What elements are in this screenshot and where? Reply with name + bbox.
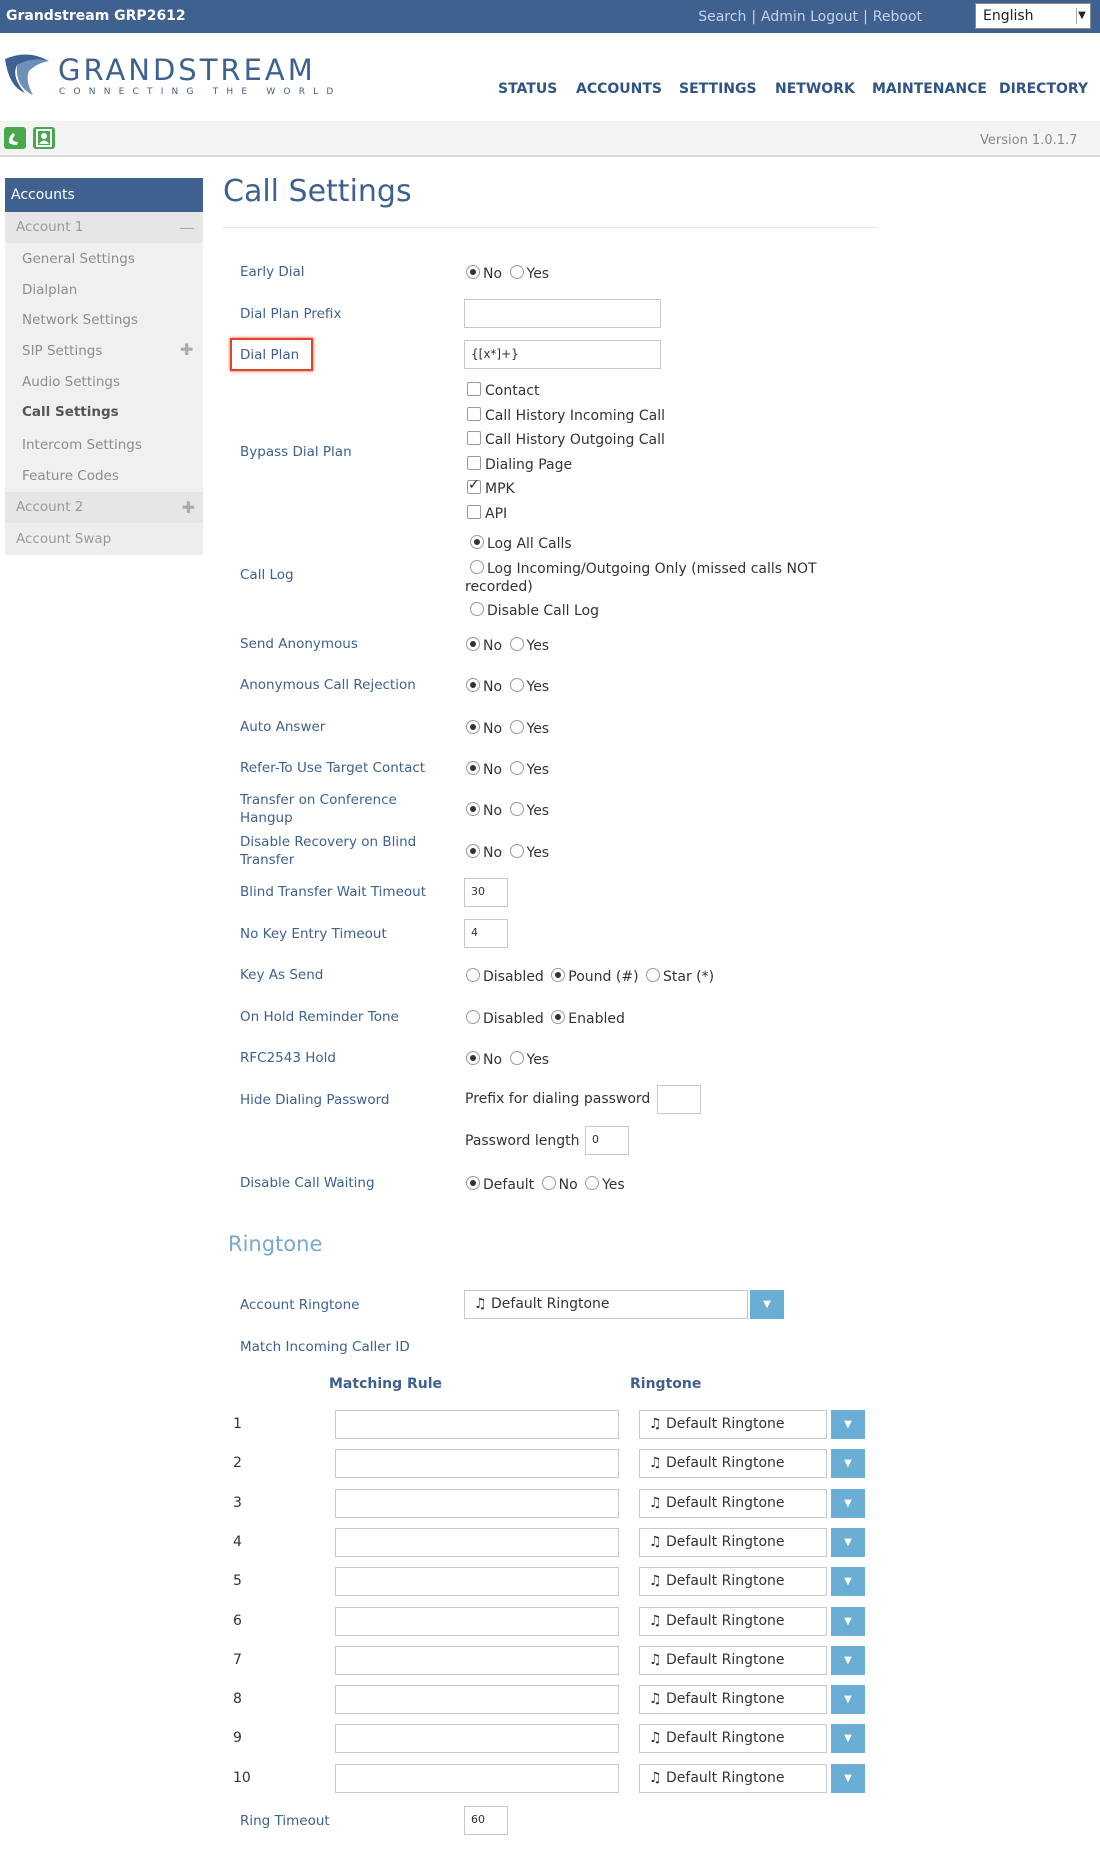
bypass-history-incoming xyxy=(462,407,665,424)
key-as-send-disabled-radio[interactable] xyxy=(466,968,480,982)
bypass-history-incoming-label: Call History Incoming Call xyxy=(485,408,665,424)
disable-call-waiting-label: Disable Call Waiting xyxy=(240,1175,375,1191)
music-note-icon: ♫ xyxy=(649,1652,667,1668)
auto-answer-no-label: No xyxy=(483,721,503,737)
sidebar-account-1[interactable] xyxy=(5,212,203,243)
hide-dialing-password-label: Hide Dialing Password xyxy=(240,1092,390,1108)
chevron-down-icon: ▼ xyxy=(844,1655,852,1666)
sidebar-item-call-settings[interactable]: Call Settings xyxy=(22,404,119,420)
early-dial-yes-radio[interactable] xyxy=(510,265,524,279)
anon-rejection-yes-label: Yes xyxy=(526,679,550,695)
brand-tagline: CONNECTING THE WORLD xyxy=(59,87,342,97)
chevron-down-icon: ▼ xyxy=(844,1498,852,1509)
matching-rule-input[interactable] xyxy=(335,1528,619,1557)
music-note-icon: ♫ xyxy=(649,1613,667,1629)
disable-recovery-options xyxy=(463,844,549,861)
bypass-dialing-page-label: Dialing Page xyxy=(485,457,573,473)
row-number: 2 xyxy=(233,1455,242,1471)
transfer-conf-yes-label: Yes xyxy=(526,803,550,819)
sidebar-item-network-settings[interactable]: Network Settings xyxy=(22,312,139,328)
dial-plan-input[interactable]: {[x*]+} xyxy=(464,340,661,369)
music-note-icon: ♫ xyxy=(649,1691,667,1707)
refer-to-yes-label: Yes xyxy=(526,762,550,778)
blind-transfer-wait-input[interactable]: 30 xyxy=(464,878,508,907)
call-waiting-yes-radio[interactable] xyxy=(585,1176,599,1190)
call-log-disable xyxy=(467,602,599,619)
dial-plan-label: Dial Plan xyxy=(240,347,300,363)
nav-maintenance[interactable]: MAINTENANCE xyxy=(872,81,987,97)
anon-rejection-label: Anonymous Call Rejection xyxy=(240,677,416,693)
ringtone-select[interactable] xyxy=(639,1528,827,1557)
ringtone-dropdown-button[interactable] xyxy=(831,1764,865,1793)
early-dial-no-radio[interactable] xyxy=(466,265,480,279)
bypass-api xyxy=(462,505,507,522)
minus-icon[interactable]: — xyxy=(179,218,195,237)
row-number: 5 xyxy=(233,1573,242,1589)
chevron-down-icon: ▼ xyxy=(844,1616,852,1627)
early-dial-yes-label: Yes xyxy=(526,266,550,282)
bypass-history-incoming-checkbox[interactable] xyxy=(467,407,481,421)
language-value: English xyxy=(983,8,1034,24)
matching-rule-input[interactable] xyxy=(335,1764,619,1793)
ringtone-select[interactable] xyxy=(639,1607,827,1636)
row-number: 7 xyxy=(233,1652,242,1668)
key-as-send-star-label: Star (*) xyxy=(662,969,715,985)
transfer-conf-yes-radio[interactable] xyxy=(510,802,524,816)
bypass-mpk-checkbox[interactable] xyxy=(467,480,481,494)
send-anonymous-options xyxy=(463,637,549,654)
sidebar-item-intercom-settings[interactable]: Intercom Settings xyxy=(22,437,142,453)
music-note-icon: ♫ xyxy=(649,1730,667,1746)
refer-to-yes-radio[interactable] xyxy=(510,761,524,775)
auto-answer-options xyxy=(463,720,549,737)
ringtone-header: Ringtone xyxy=(630,1376,702,1392)
row-number: 1 xyxy=(233,1416,242,1432)
call-log-inout xyxy=(467,560,817,577)
ringtone-value: Default Ringtone xyxy=(666,1770,785,1786)
ring-timeout-input[interactable]: 60 xyxy=(464,1806,508,1835)
ringtone-select[interactable] xyxy=(639,1489,827,1518)
chevron-down-icon: ▼ xyxy=(844,1733,852,1744)
ringtone-dropdown-button[interactable] xyxy=(831,1528,865,1557)
no-key-entry-label: No Key Entry Timeout xyxy=(240,926,387,942)
transfer-conf-options xyxy=(463,802,549,819)
ringtone-dropdown-button[interactable] xyxy=(831,1724,865,1753)
auto-answer-yes-label: Yes xyxy=(526,721,550,737)
rfc2543-no-radio[interactable] xyxy=(466,1051,480,1065)
account-swap-label: Account Swap xyxy=(16,531,112,547)
account-1-label: Account 1 xyxy=(16,219,84,235)
send-anonymous-no-label: No xyxy=(483,638,503,654)
ringtone-dropdown-button[interactable] xyxy=(831,1489,865,1518)
call-waiting-no-radio[interactable] xyxy=(542,1176,556,1190)
bypass-contact xyxy=(462,382,539,399)
early-dial-options xyxy=(463,265,549,282)
plus-icon[interactable]: ✚ xyxy=(180,340,194,359)
ringtone-value: Default Ringtone xyxy=(666,1573,785,1589)
rfc2543-yes-radio[interactable] xyxy=(510,1051,524,1065)
call-log-inout-cont: recorded) xyxy=(465,579,533,595)
chevron-down-icon: ▼ xyxy=(844,1576,852,1587)
match-incoming-caller-id-label: Match Incoming Caller ID xyxy=(240,1339,410,1355)
chevron-down-icon: ▼ xyxy=(844,1458,852,1469)
key-as-send-pound-label: Pound (#) xyxy=(568,969,639,985)
nav-directory[interactable]: DIRECTORY xyxy=(999,81,1089,97)
rfc2543-no-label: No xyxy=(483,1052,503,1068)
row-number: 9 xyxy=(233,1730,242,1746)
ringtone-value: Default Ringtone xyxy=(666,1534,785,1550)
chevron-down-icon: ▼ xyxy=(1076,8,1087,24)
row-number: 8 xyxy=(233,1691,242,1707)
prefix-dialing-password-label: Prefix for dialing password xyxy=(465,1091,651,1107)
bypass-history-outgoing-label: Call History Outgoing Call xyxy=(485,432,665,448)
call-log-inout-radio[interactable] xyxy=(470,560,484,574)
music-note-icon: ♫ xyxy=(649,1770,667,1786)
matching-rule-input[interactable] xyxy=(335,1724,619,1753)
ringtone-select[interactable] xyxy=(639,1410,827,1439)
transfer-conf-no-radio[interactable] xyxy=(466,802,480,816)
anon-rejection-no-label: No xyxy=(483,679,503,695)
chevron-down-icon: ▼ xyxy=(844,1773,852,1784)
prefix-dialing-password-input[interactable] xyxy=(657,1085,701,1114)
key-as-send-star-radio[interactable] xyxy=(646,968,660,982)
send-anonymous-no-radio[interactable] xyxy=(466,637,480,651)
music-note-icon: ♫ xyxy=(649,1573,667,1589)
dial-plan-prefix-input[interactable] xyxy=(464,299,661,328)
sidebar-item-general-settings[interactable]: General Settings xyxy=(22,251,135,267)
rfc2543-yes-label: Yes xyxy=(526,1052,550,1068)
blind-transfer-wait-label: Blind Transfer Wait Timeout xyxy=(240,884,426,900)
plus-icon[interactable]: ✚ xyxy=(181,498,195,517)
ringtone-value: Default Ringtone xyxy=(666,1691,785,1707)
refer-to-no-label: No xyxy=(483,762,503,778)
ringtone-dropdown-button[interactable] xyxy=(831,1646,865,1675)
matching-rule-input[interactable] xyxy=(335,1567,619,1596)
disable-recovery-label-line2: Transfer xyxy=(240,852,295,868)
bypass-history-outgoing xyxy=(462,431,665,448)
no-key-entry-input[interactable]: 4 xyxy=(464,919,508,948)
sidebar-item-sip-settings[interactable]: SIP Settings xyxy=(22,343,103,359)
ringtone-dropdown-button[interactable] xyxy=(831,1607,865,1636)
key-as-send-pound-radio[interactable] xyxy=(551,968,565,982)
ringtone-select[interactable] xyxy=(639,1646,827,1675)
call-log-all-radio[interactable] xyxy=(470,535,484,549)
auto-answer-yes-radio[interactable] xyxy=(510,720,524,734)
transfer-conf-label-line2: Hangup xyxy=(240,810,293,826)
contacts-icon[interactable] xyxy=(33,127,55,149)
ringtone-select[interactable] xyxy=(639,1685,827,1714)
reboot-link[interactable]: Reboot xyxy=(872,9,922,25)
call-log-disable-radio[interactable] xyxy=(470,602,484,616)
title-divider xyxy=(223,227,878,228)
on-hold-enabled-label: Enabled xyxy=(568,1011,625,1027)
music-note-icon: ♫ xyxy=(649,1534,667,1550)
page-title: Call Settings xyxy=(223,174,412,209)
nav-settings[interactable]: SETTINGS xyxy=(679,81,757,97)
call-waiting-default-label: Default xyxy=(483,1177,535,1193)
ringtone-dropdown-button[interactable] xyxy=(831,1567,865,1596)
disable-recovery-no-label: No xyxy=(483,845,503,861)
sidebar-item-feature-codes[interactable]: Feature Codes xyxy=(22,468,119,484)
dial-plan-prefix-label: Dial Plan Prefix xyxy=(240,306,342,322)
rfc2543-hold-options xyxy=(463,1051,549,1068)
firmware-version: Version 1.0.1.7 xyxy=(980,133,1078,148)
on-hold-reminder-label: On Hold Reminder Tone xyxy=(240,1009,399,1025)
auto-answer-no-radio[interactable] xyxy=(466,720,480,734)
send-anonymous-label: Send Anonymous xyxy=(240,636,358,652)
nav-status[interactable]: STATUS xyxy=(498,81,558,97)
chevron-down-icon: ▼ xyxy=(763,1299,771,1310)
on-hold-reminder-options xyxy=(463,1010,625,1027)
bypass-contact-checkbox[interactable] xyxy=(467,382,481,396)
account-ringtone-label: Account Ringtone xyxy=(240,1297,360,1313)
ringtone-select[interactable] xyxy=(639,1567,827,1596)
row-number: 3 xyxy=(233,1495,242,1511)
search-link[interactable]: Search xyxy=(698,9,747,25)
sidebar-item-dialplan[interactable]: Dialplan xyxy=(22,282,78,298)
key-as-send-label: Key As Send xyxy=(240,967,324,983)
matching-rule-header: Matching Rule xyxy=(329,1376,443,1392)
bypass-api-checkbox[interactable] xyxy=(467,505,481,519)
row-number: 4 xyxy=(233,1534,242,1550)
matching-rule-input[interactable] xyxy=(335,1685,619,1714)
ringtone-select[interactable] xyxy=(639,1724,827,1753)
chevron-down-icon: ▼ xyxy=(844,1537,852,1548)
ringtone-select[interactable] xyxy=(639,1764,827,1793)
matching-rule-input[interactable] xyxy=(335,1489,619,1518)
send-anonymous-yes-radio[interactable] xyxy=(510,637,524,651)
refer-to-no-radio[interactable] xyxy=(466,761,480,775)
disable-recovery-no-radio[interactable] xyxy=(466,844,480,858)
early-dial-label: Early Dial xyxy=(240,264,305,280)
bypass-mpk-label: MPK xyxy=(485,481,515,497)
refer-to-label: Refer-To Use Target Contact xyxy=(240,760,426,776)
row-number: 10 xyxy=(233,1770,251,1786)
music-note-icon: ♫ xyxy=(649,1495,667,1511)
on-hold-disabled-radio[interactable] xyxy=(466,1010,480,1024)
nav-accounts[interactable]: ACCOUNTS xyxy=(576,81,663,97)
music-note-icon: ♫ xyxy=(474,1296,487,1312)
ringtone-dropdown-button[interactable] xyxy=(831,1410,865,1439)
bypass-api-label: API xyxy=(485,506,508,522)
sidebar-title: Accounts xyxy=(5,178,203,212)
ringtone-dropdown-button[interactable] xyxy=(831,1685,865,1714)
send-anonymous-yes-label: Yes xyxy=(526,638,550,654)
phone-icon[interactable] xyxy=(4,127,26,149)
call-log-label: Call Log xyxy=(240,567,294,583)
ringtone-value: Default Ringtone xyxy=(666,1652,785,1668)
sidebar-item-audio-settings[interactable]: Audio Settings xyxy=(22,374,121,390)
admin-logout-link[interactable]: Admin Logout xyxy=(761,9,859,25)
ringtone-value: Default Ringtone xyxy=(666,1613,785,1629)
on-hold-enabled-radio[interactable] xyxy=(551,1010,565,1024)
sidebar-account-swap[interactable] xyxy=(5,524,203,555)
matching-rule-input[interactable] xyxy=(335,1410,619,1439)
nav-network[interactable]: NETWORK xyxy=(775,81,855,97)
sidebar-account-2[interactable] xyxy=(5,492,203,523)
top-links: Search | Admin Logout | Reboot xyxy=(698,9,922,25)
call-log-all-label: Log All Calls xyxy=(487,536,572,552)
ringtone-value: Default Ringtone xyxy=(666,1455,785,1471)
disable-recovery-label-line1: Disable Recovery on Blind xyxy=(240,834,417,850)
device-model: Grandstream GRP2612 xyxy=(6,8,186,24)
row-number: 6 xyxy=(233,1613,242,1629)
disable-call-waiting-options xyxy=(463,1176,625,1193)
transfer-conf-label xyxy=(240,791,397,827)
ringtone-value: Default Ringtone xyxy=(666,1730,785,1746)
account-ringtone-dropdown-button[interactable] xyxy=(750,1290,784,1319)
bypass-contact-label: Contact xyxy=(485,383,540,399)
disable-recovery-label xyxy=(240,833,416,869)
ring-timeout-label: Ring Timeout xyxy=(240,1813,330,1829)
brand-name: GRANDSTREAM xyxy=(58,53,316,87)
sub-bar xyxy=(0,121,1100,157)
call-waiting-yes-label: Yes xyxy=(602,1177,625,1193)
matching-rule-input[interactable] xyxy=(335,1646,619,1675)
bypass-dialing-page xyxy=(462,456,572,473)
grandstream-logo-icon xyxy=(3,51,53,101)
password-length-label: Password length xyxy=(465,1133,580,1149)
matching-rule-input[interactable] xyxy=(335,1607,619,1636)
ringtone-select[interactable] xyxy=(639,1449,827,1478)
key-as-send-options xyxy=(463,968,714,985)
on-hold-disabled-label: Disabled xyxy=(483,1011,544,1027)
call-log-inout-label: Log Incoming/Outgoing Only (missed calls NOT xyxy=(487,561,817,577)
call-waiting-no-label: No xyxy=(558,1177,578,1193)
chevron-down-icon: ▼ xyxy=(844,1419,852,1430)
account-2-label: Account 2 xyxy=(16,499,84,515)
anon-rejection-no-radio[interactable] xyxy=(466,678,480,692)
transfer-conf-label-line1: Transfer on Conference xyxy=(240,792,397,808)
music-note-icon: ♫ xyxy=(649,1455,667,1471)
ringtone-dropdown-button[interactable] xyxy=(831,1449,865,1478)
bypass-dialing-page-checkbox[interactable] xyxy=(467,456,481,470)
early-dial-no-label: No xyxy=(483,266,503,282)
account-ringtone-value: Default Ringtone xyxy=(491,1296,610,1312)
matching-rule-input[interactable] xyxy=(335,1449,619,1478)
auto-answer-label: Auto Answer xyxy=(240,719,326,735)
account-ringtone-select[interactable] xyxy=(464,1290,748,1319)
transfer-conf-no-label: No xyxy=(483,803,503,819)
call-log-disable-label: Disable Call Log xyxy=(487,603,599,619)
music-note-icon: ♫ xyxy=(649,1416,667,1432)
disable-recovery-yes-radio[interactable] xyxy=(510,844,524,858)
ringtone-value: Default Ringtone xyxy=(666,1416,785,1432)
rfc2543-hold-label: RFC2543 Hold xyxy=(240,1050,336,1066)
disable-recovery-yes-label: Yes xyxy=(526,845,550,861)
ringtone-value: Default Ringtone xyxy=(666,1495,785,1511)
chevron-down-icon: ▼ xyxy=(844,1694,852,1705)
anon-rejection-yes-radio[interactable] xyxy=(510,678,524,692)
ringtone-section-title: Ringtone xyxy=(228,1232,323,1256)
language-select[interactable] xyxy=(975,3,1091,29)
anon-rejection-options xyxy=(463,678,549,695)
refer-to-options xyxy=(463,761,549,778)
bypass-history-outgoing-checkbox[interactable] xyxy=(467,431,481,445)
key-as-send-disabled-label: Disabled xyxy=(483,969,544,985)
password-length-input[interactable]: 0 xyxy=(585,1126,629,1155)
bypass-mpk xyxy=(462,480,515,497)
call-waiting-default-radio[interactable] xyxy=(466,1176,480,1190)
bypass-dial-plan-label: Bypass Dial Plan xyxy=(240,444,352,460)
call-log-all xyxy=(467,535,572,552)
